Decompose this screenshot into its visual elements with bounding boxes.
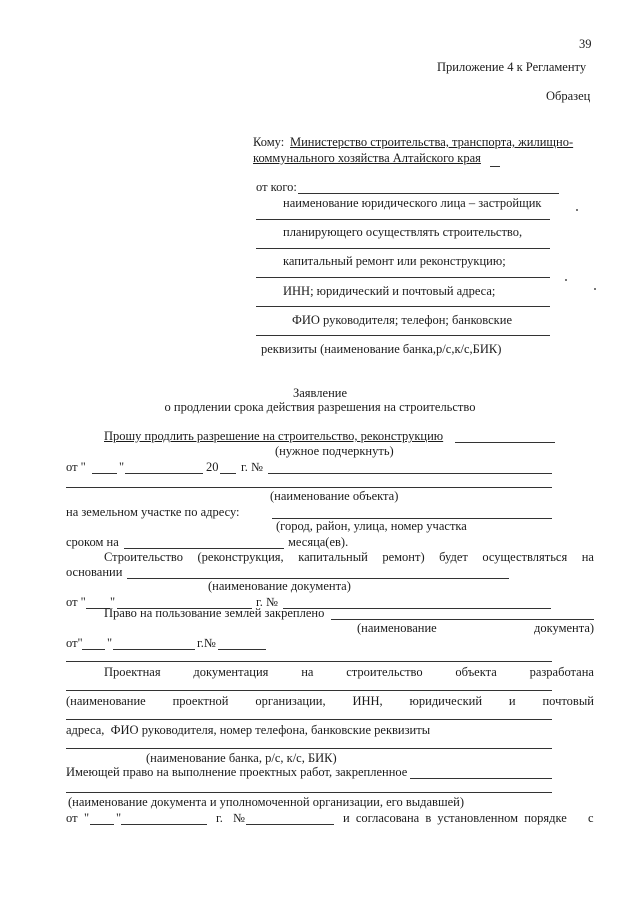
basis-label: основании <box>66 565 123 579</box>
construction-word-5: будет <box>439 550 468 564</box>
right-day-field[interactable] <box>82 649 105 650</box>
project-word-5: объекта <box>455 665 497 679</box>
org-line <box>66 695 594 708</box>
final-month-field[interactable] <box>121 824 207 825</box>
date-year-field[interactable] <box>220 473 236 474</box>
design-doc-field[interactable] <box>66 792 552 793</box>
org-word-1: (наименование <box>66 694 146 708</box>
from-hint-3: капитальный ремонт или реконструкцию; <box>283 254 506 268</box>
construction-word-7: на <box>581 550 594 564</box>
from-line-5[interactable] <box>256 306 550 307</box>
statement-title: Заявление <box>292 386 347 400</box>
right-number-label: г.№ <box>197 636 216 650</box>
right-design-field[interactable] <box>410 778 552 779</box>
final-quote-open: " <box>84 811 90 825</box>
from-label: от кого: <box>256 180 297 194</box>
right-date-quote: " <box>107 636 113 650</box>
right-date-label: от" <box>66 636 83 650</box>
project-word-1: Проектная <box>104 665 161 679</box>
construction-word-2: (реконструкция, <box>197 550 284 564</box>
project-line <box>104 666 594 679</box>
final-no-label: № <box>233 811 245 825</box>
scan-speck <box>594 288 596 290</box>
date-day-field[interactable] <box>92 473 117 474</box>
hint-document: (наименование документа) <box>208 579 351 593</box>
project-word-2: документация <box>193 665 269 679</box>
project-word-3: на <box>301 665 314 679</box>
from-line-4[interactable] <box>256 277 550 278</box>
hint-doc2-b: документа) <box>534 621 595 635</box>
appendix-label: Приложение 4 к Регламенту <box>437 60 587 74</box>
date-month-field[interactable] <box>125 473 203 474</box>
final-number-field[interactable] <box>246 824 334 825</box>
months-label: месяца(ев). <box>288 535 349 549</box>
bank-hint: (наименование банка, р/с, к/с, БИК) <box>146 751 337 765</box>
basis-date-label: от " <box>66 595 86 609</box>
construction-line <box>104 551 594 564</box>
date-year-prefix: 20 <box>206 460 219 474</box>
date-number-label: г. № <box>241 460 263 474</box>
construction-word-6: осуществляться <box>482 550 568 564</box>
page-number: 39 <box>579 37 592 51</box>
hint-object: (наименование объекта) <box>270 489 399 503</box>
project-org-field[interactable] <box>66 690 552 691</box>
final-quote-close: " <box>116 811 122 825</box>
date-quote: " <box>119 460 125 474</box>
from-hint-1: наименование юридического лица – застройщик <box>283 196 542 210</box>
final-g-label: г. <box>216 811 223 825</box>
from-hint-6: реквизиты (наименование банка,р/с,к/с,БИК) <box>261 342 502 356</box>
permit-number-field[interactable] <box>268 473 552 474</box>
hint-doc2-a: (наименование <box>357 621 437 635</box>
org-word-3: организации, <box>255 694 326 708</box>
object-field-line[interactable] <box>66 487 552 488</box>
org-word-5: юридический <box>409 694 483 708</box>
request-text: Прошу продлить разрешение на строительство, реконструкцию <box>104 429 444 443</box>
right-extra-line[interactable] <box>66 661 552 662</box>
to-recipient-line1: Министерство строительства, транспорта, жилищно- <box>290 135 574 149</box>
org-word-6: и <box>508 694 516 708</box>
from-hint-5: ФИО руководителя; телефон; банковские <box>292 313 512 327</box>
to-label: Кому: <box>253 135 285 149</box>
construction-word-1: Строительство <box>104 550 184 564</box>
project-word-6: разработана <box>529 665 594 679</box>
org-word-2: проектной <box>172 694 229 708</box>
from-field-line[interactable] <box>298 193 559 194</box>
construction-word-3: капитальный <box>298 550 368 564</box>
land-right-label: Право на пользование землей закреплено <box>104 606 325 620</box>
from-line-2[interactable] <box>256 219 550 220</box>
project-word-4: строительство <box>346 665 423 679</box>
term-label: сроком на <box>66 535 119 549</box>
right-month-field[interactable] <box>113 649 195 650</box>
statement-subtitle: о продлении срока действия разрешения на строительство <box>164 400 476 414</box>
final-rest-text: и согласована в установленном порядке <box>343 811 567 825</box>
scan-speck <box>576 209 578 211</box>
on-land-label: на земельном участке по адресу: <box>66 505 240 519</box>
date-from-label: от " <box>66 460 86 474</box>
org-word-7: почтовый <box>542 694 594 708</box>
hint-address: (город, район, улица, номер участка <box>276 519 467 533</box>
basis-date-quote: " <box>110 595 116 609</box>
from-hint-2: планирующего осуществлять строительство, <box>283 225 523 239</box>
hint-underline: (нужное подчеркнуть) <box>275 444 394 458</box>
from-line-3[interactable] <box>256 248 550 249</box>
right-design-label: Имеющей право на выполнение проектных работ, закрепленное <box>66 765 408 779</box>
to-line2-rule <box>490 166 500 167</box>
request-field-line[interactable] <box>455 442 555 443</box>
sample-label: Образец <box>546 89 591 103</box>
final-c: с <box>588 811 594 825</box>
construction-word-4: ремонт) <box>382 550 425 564</box>
to-recipient-line2: коммунального хозяйства Алтайского края <box>253 151 481 165</box>
org-word-4: ИНН, <box>352 694 383 708</box>
land-right-field[interactable] <box>331 619 594 620</box>
from-line-6[interactable] <box>256 335 550 336</box>
basis-number-label: г. № <box>256 595 278 609</box>
scan-speck <box>565 279 567 281</box>
final-ot-label: от <box>66 811 78 825</box>
hint-org-doc: (наименование документа и уполномоченной организации, его выдавшей) <box>68 795 464 809</box>
contacts-hint: адреса, ФИО руководителя, номер телефона, банковские реквизиты <box>66 723 431 737</box>
right-number-field[interactable] <box>218 649 266 650</box>
final-day-field[interactable] <box>90 824 114 825</box>
from-hint-4: ИНН; юридический и почтовый адреса; <box>283 284 496 298</box>
org-field-line[interactable] <box>66 719 552 720</box>
contacts-field-line[interactable] <box>66 748 552 749</box>
term-field[interactable] <box>124 548 284 549</box>
